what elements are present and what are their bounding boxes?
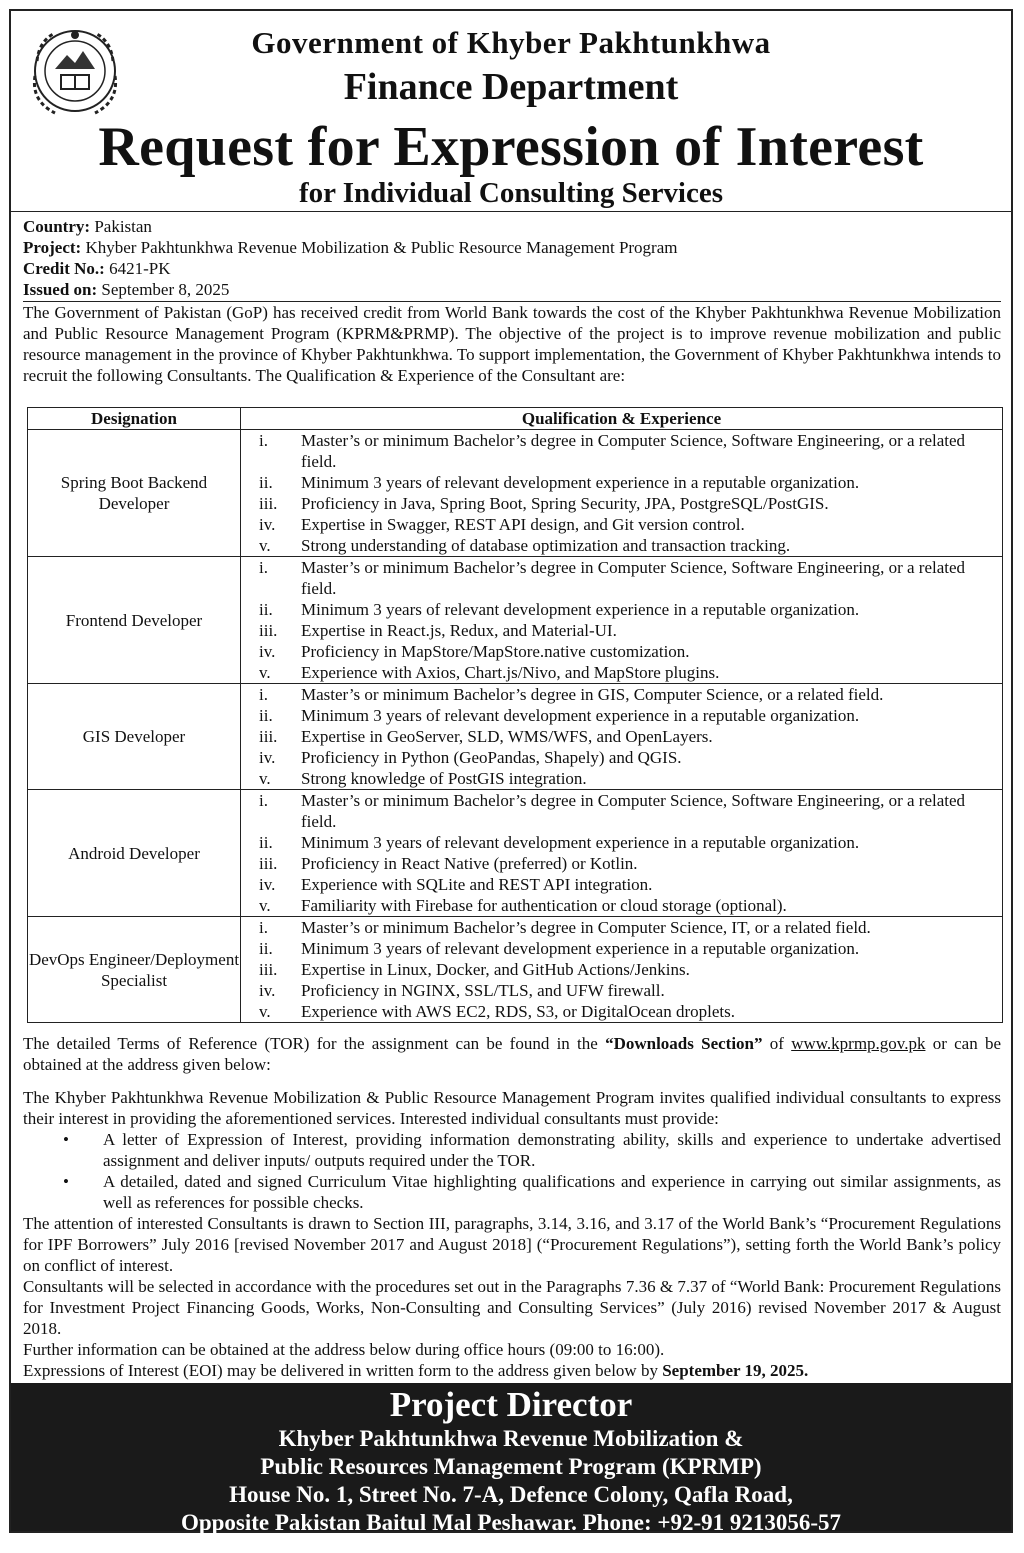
item-text: Master’s or minimum Bachelor’s degree in GIS, Computer Science, or a related field. <box>301 685 884 704</box>
eoi-paragraph <box>23 1360 1001 1381</box>
footer-line-4: Opposite Pakistan Baitul Mal Peshawar. Phone: +92-91 9213056-57 <box>180 1510 842 1535</box>
tor-text-end: or can be obtained at the address given below: <box>23 1034 1001 1074</box>
eoi-deadline: September 19, 2025. <box>662 1361 809 1380</box>
issued-value: September 8, 2025 <box>101 280 230 299</box>
footer-line-2: Public Resources Management Program (KPRMP) <box>260 1454 762 1479</box>
qualification-item <box>259 917 994 938</box>
item-text: Proficiency in Python (GeoPandas, Shapely) and QGIS. <box>301 748 682 767</box>
table-row <box>28 684 1003 790</box>
qualification-table <box>27 407 1003 1023</box>
item-number: iv. <box>259 515 276 534</box>
qualification-item <box>259 980 994 1001</box>
qualification-item <box>259 472 994 493</box>
designation-cell: Frontend Developer <box>28 557 241 684</box>
footer-title: Project Director <box>389 1385 633 1424</box>
tor-text: The detailed Terms of Reference (TOR) for the assignment can be found in the <box>23 1034 606 1053</box>
credit-value: 6421-PK <box>109 259 171 278</box>
requirements-list <box>23 1129 1001 1213</box>
item-text: Proficiency in NGINX, SSL/TLS, and UFW firewall. <box>301 981 665 1000</box>
item-text: Master’s or minimum Bachelor’s degree in Computer Science, Software Engineering, or a related field. <box>301 791 966 831</box>
item-number: v. <box>259 663 271 682</box>
qualification-item <box>259 662 994 683</box>
table-row <box>28 557 1003 684</box>
item-number: iv. <box>259 981 276 1000</box>
bullet-text: A detailed, dated and signed Curriculum Vitae highlighting qualifications and experience in carrying out similar assignments, as well as references for possible checks. <box>103 1172 1001 1212</box>
qualification-item <box>259 557 994 599</box>
eoi-text: Expressions of Interest (EOI) may be delivered in written form to the address given below by <box>23 1361 663 1380</box>
bullet-icon: • <box>63 1172 69 1191</box>
country-label: Country: <box>23 217 91 236</box>
item-number: v. <box>259 896 271 915</box>
page-title: Request for Expression of Interest <box>98 116 924 178</box>
item-text: Strong knowledge of PostGIS integration. <box>301 769 587 788</box>
item-text: Expertise in Swagger, REST API design, and Git version control. <box>301 515 745 534</box>
qualification-item <box>259 853 994 874</box>
table-header-row <box>28 408 1003 430</box>
item-number: iii. <box>259 960 278 979</box>
table-row <box>28 430 1003 557</box>
table-row <box>28 917 1003 1023</box>
qualification-item <box>259 938 994 959</box>
qualification-item <box>259 959 994 980</box>
invitation-paragraph: The Khyber Pakhtunkhwa Revenue Mobilization & Public Resource Management Program invites qualified individual consultants to express their interest in providing the aforementioned services. Interested individual consultants must provide: <box>23 1088 1001 1128</box>
item-number: iii. <box>259 727 278 746</box>
item-text: Minimum 3 years of relevant development experience in a reputable organization. <box>301 833 860 852</box>
qualification-item <box>259 832 994 853</box>
item-text: Minimum 3 years of relevant development experience in a reputable organization. <box>301 939 860 958</box>
item-number: iv. <box>259 875 276 894</box>
credit-label: Credit No.: <box>23 259 105 278</box>
footer-line-3: House No. 1, Street No. 7-A, Defence Colony, Qafla Road, <box>229 1482 793 1507</box>
item-text: Experience with Axios, Chart.js/Nivo, and MapStore plugins. <box>301 663 720 682</box>
downloads-section-label: “Downloads Section” <box>605 1034 763 1053</box>
qualification-item <box>259 535 994 556</box>
qualification-item <box>259 430 994 472</box>
qualification-cell <box>241 917 1003 1023</box>
qualification-cell <box>241 684 1003 790</box>
item-text: Minimum 3 years of relevant development experience in a reputable organization. <box>301 600 860 619</box>
qualification-cell <box>241 790 1003 917</box>
qualification-item <box>259 874 994 895</box>
qualification-item <box>259 599 994 620</box>
project-meta <box>23 216 678 300</box>
item-text: Minimum 3 years of relevant development experience in a reputable organization. <box>301 706 860 725</box>
header <box>11 11 1011 212</box>
item-number: ii. <box>259 833 273 852</box>
item-number: ii. <box>259 473 273 492</box>
item-text: Master’s or minimum Bachelor’s degree in Computer Science, Software Engineering, or a related field. <box>301 558 966 598</box>
designation-cell: Spring Boot Backend Developer <box>28 430 241 557</box>
qualification-cell <box>241 430 1003 557</box>
item-text: Expertise in GeoServer, SLD, WMS/WFS, and OpenLayers. <box>301 727 713 746</box>
designation-header: Designation <box>28 408 241 430</box>
item-number: iii. <box>259 494 278 513</box>
item-text: Strong understanding of database optimization and transaction tracking. <box>301 536 791 555</box>
item-number: i. <box>259 918 268 937</box>
attention-paragraph: The attention of interested Consultants is drawn to Section III, paragraphs, 3.14, 3.16, and 3.17 of the World Bank’s “Procurement Regulations for IPF Borrowers” July 2016 [revised November 2017 and August 2018] (“Procurement Regulations”), setting forth the World Bank’s policy on conflict of interest. <box>23 1214 1001 1275</box>
invitation-section <box>23 1087 1001 1381</box>
item-text: Experience with AWS EC2, RDS, S3, or DigitalOcean droplets. <box>301 1002 735 1021</box>
qualification-cell <box>241 557 1003 684</box>
item-number: iii. <box>259 621 278 640</box>
qualification-item <box>259 1001 994 1022</box>
item-number: v. <box>259 769 271 788</box>
bullet-text: A letter of Expression of Interest, providing information demonstrating ability, skills and experience to undertake advertised assignment and deliver inputs/ outputs required under the TOR. <box>103 1130 1001 1170</box>
item-text: Proficiency in Java, Spring Boot, Spring Security, JPA, PostgreSQL/PostGIS. <box>301 494 829 513</box>
qualification-item <box>259 768 994 789</box>
item-number: iii. <box>259 854 278 873</box>
tor-text-mid: of <box>762 1034 792 1053</box>
item-number: v. <box>259 536 271 555</box>
website-link[interactable]: www.kprmp.gov.pk <box>791 1034 926 1053</box>
page-subtitle: for Individual Consulting Services <box>298 177 724 209</box>
qualification-item <box>259 705 994 726</box>
qualification-item <box>259 620 994 641</box>
table-row <box>28 790 1003 917</box>
project-value: Khyber Pakhtunkhwa Revenue Mobilization & Public Resource Management Program <box>85 238 678 257</box>
qualification-header: Qualification & Experience <box>241 408 1003 430</box>
qualification-item <box>259 895 994 916</box>
credit-row <box>23 258 678 279</box>
footer-line-1: Khyber Pakhtunkhwa Revenue Mobilization & <box>278 1426 744 1451</box>
qualification-item <box>259 684 994 705</box>
item-number: v. <box>259 1002 271 1021</box>
designation-cell: Android Developer <box>28 790 241 917</box>
tor-paragraph <box>23 1033 1001 1075</box>
issued-row <box>23 279 678 300</box>
item-text: Proficiency in React Native (preferred) or Kotlin. <box>301 854 638 873</box>
designation-cell: GIS Developer <box>28 684 241 790</box>
advertisement-page <box>9 9 1013 1533</box>
qualification-item <box>259 747 994 768</box>
item-number: i. <box>259 791 268 810</box>
item-number: ii. <box>259 939 273 958</box>
project-label: Project: <box>23 238 82 257</box>
issued-label: Issued on: <box>23 280 98 299</box>
qualification-item <box>259 641 994 662</box>
item-number: iv. <box>259 642 276 661</box>
item-text: Experience with SQLite and REST API integration. <box>301 875 653 894</box>
item-text: Master’s or minimum Bachelor’s degree in Computer Science, Software Engineering, or a related field. <box>301 431 966 471</box>
further-info-paragraph: Further information can be obtained at the address below during office hours (09:00 to 16:00). <box>23 1340 665 1359</box>
designation-cell: DevOps Engineer/Deployment Specialist <box>28 917 241 1023</box>
item-text: Minimum 3 years of relevant development experience in a reputable organization. <box>301 473 860 492</box>
item-text: Expertise in Linux, Docker, and GitHub Actions/Jenkins. <box>301 960 690 979</box>
qualification-item <box>259 493 994 514</box>
list-item <box>23 1129 1001 1171</box>
item-number: i. <box>259 431 268 450</box>
item-number: ii. <box>259 706 273 725</box>
project-row <box>23 237 678 258</box>
item-text: Familiarity with Firebase for authentication or cloud storage (optional). <box>301 896 787 915</box>
selection-paragraph: Consultants will be selected in accordance with the procedures set out in the Paragraphs 7.36 & 7.37 of “World Bank: Procurement Regulations for Investment Project Financing Goods, Works, Non-Consulting and Consulting Services” (July 2016) revised November 2017 & August 2018. <box>23 1277 1001 1338</box>
item-text: Proficiency in MapStore/MapStore.native customization. <box>301 642 690 661</box>
item-number: i. <box>259 685 268 704</box>
department-title: Finance Department <box>343 66 679 108</box>
footer-address-block <box>11 1383 1011 1535</box>
item-text: Expertise in React.js, Redux, and Material-UI. <box>301 621 617 640</box>
item-number: i. <box>259 558 268 577</box>
country-value: Pakistan <box>94 217 152 236</box>
qualification-item <box>259 726 994 747</box>
item-number: iv. <box>259 748 276 767</box>
government-title: Government of Khyber Pakhtunkhwa <box>251 25 771 60</box>
qualification-item <box>259 790 994 832</box>
qualification-item <box>259 514 994 535</box>
country-row <box>23 216 678 237</box>
list-item <box>23 1171 1001 1213</box>
item-number: ii. <box>259 600 273 619</box>
intro-paragraph: The Government of Pakistan (GoP) has received credit from World Bank towards the cost of the Khyber Pakhtunkhwa Revenue Mobilization and Public Resource Management Program (KPRM&PRMP). The objective of the project is to improve revenue mobilization and public resource management in the province of Khyber Pakhtunkhwa. To support implementation, the Government of Khyber Pakhtunkhwa intends to recruit the following Consultants. The Qualification & Experience of the Consultant are: <box>23 303 1001 385</box>
item-text: Master’s or minimum Bachelor’s degree in Computer Science, IT, or a related field. <box>301 918 871 937</box>
bullet-icon: • <box>63 1130 69 1149</box>
